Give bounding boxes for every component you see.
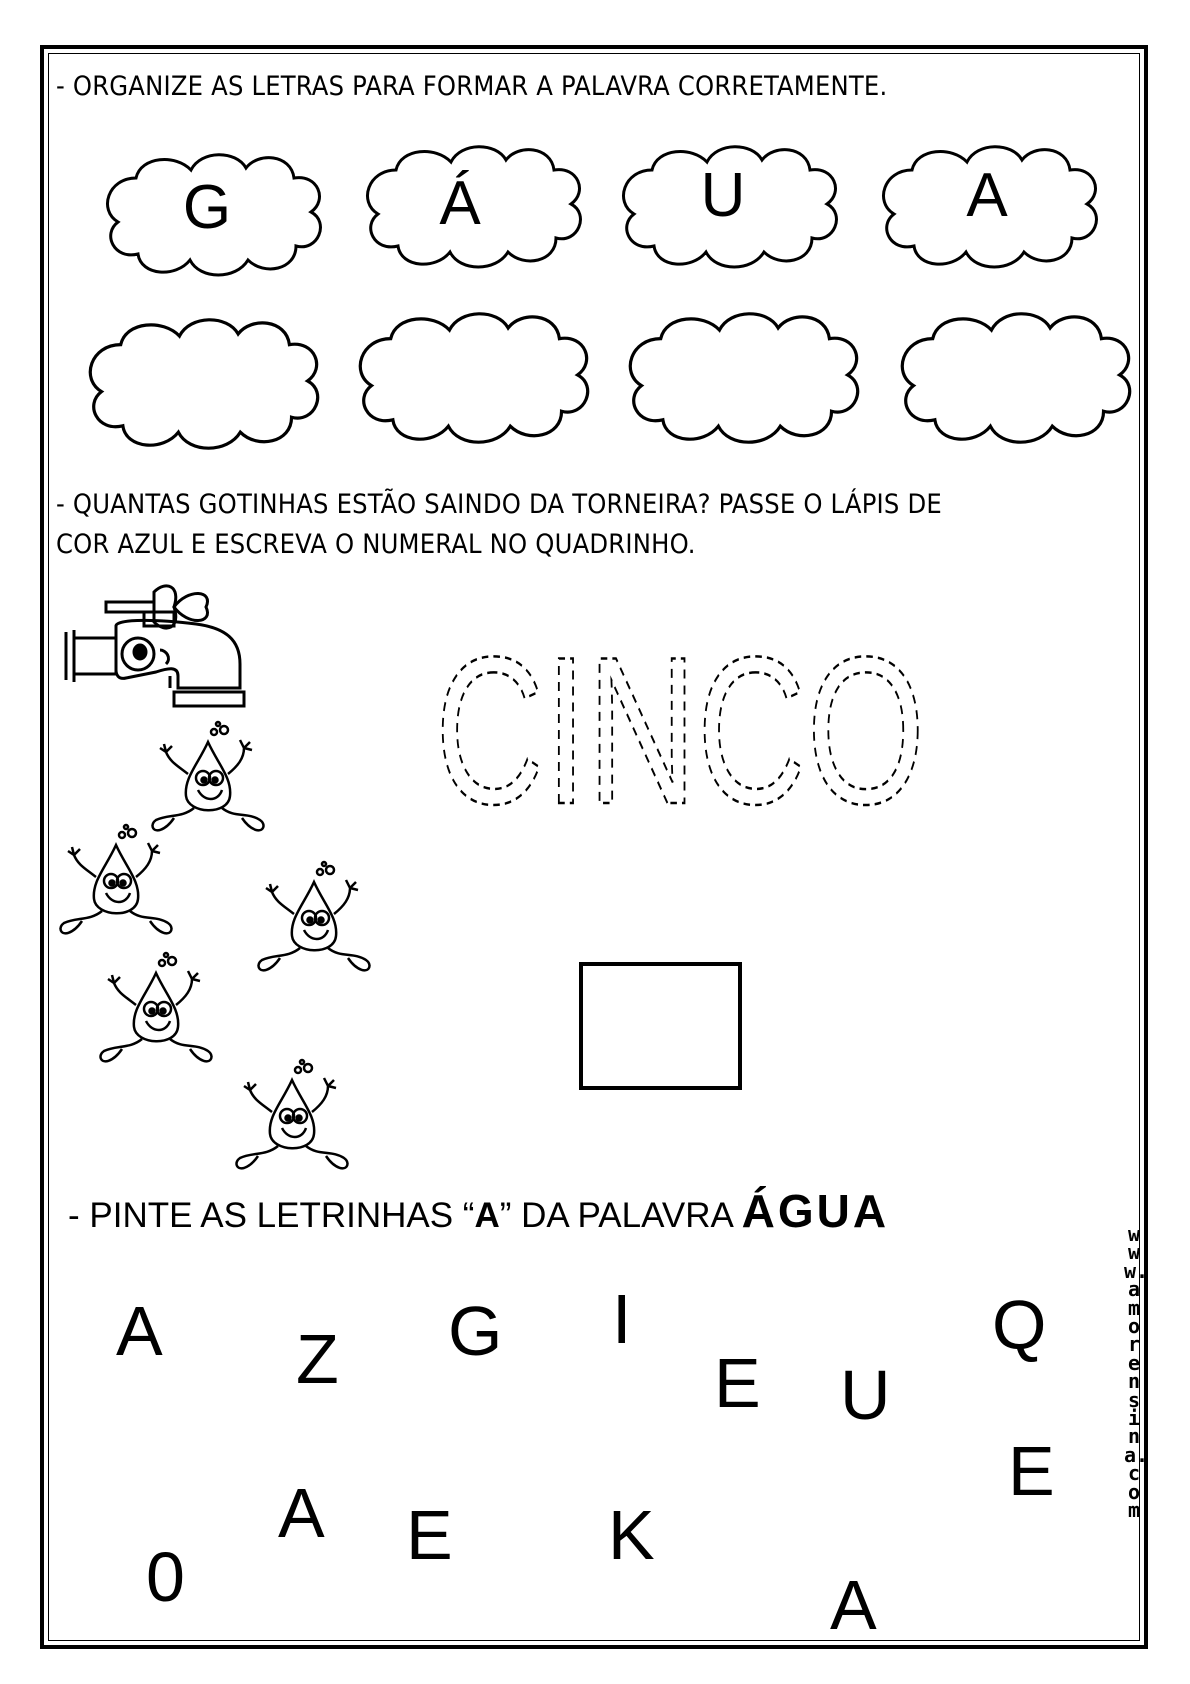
scatter-letter-g[interactable]: G [448, 1292, 503, 1370]
water-drop-1 [148, 722, 270, 834]
scatter-letter-k[interactable]: K [608, 1496, 655, 1574]
scatter-letter-u[interactable]: U [840, 1356, 891, 1434]
instruction-paint-letters [68, 1184, 889, 1238]
instruction-count-drops-line2: COR AZUL E ESCREVA O NUMERAL NO QUADRINHO. [56, 529, 696, 560]
scatter-letter-e-3[interactable]: E [406, 1496, 453, 1574]
scatter-digit-zero[interactable]: 0 [146, 1538, 185, 1616]
cloud-letter-a-acute: Á [439, 169, 481, 238]
empty-cloud-1[interactable] [78, 312, 330, 452]
empty-cloud-4[interactable] [890, 306, 1142, 446]
instruction-word-agua: ÁGUA [741, 1185, 890, 1237]
instruction-organize-letters: - ORGANIZE AS LETRAS PARA FORMAR A PALAVRA CORRETAMENTE. [56, 71, 888, 102]
empty-cloud-2[interactable] [348, 306, 600, 446]
instruction-count-drops-line1: - QUANTAS GOTINHAS ESTÃO SAINDO DA TORNEIRA? PASSE O LÁPIS DE [56, 489, 942, 520]
cloud-letter-u: U [700, 161, 746, 230]
water-drop-5 [232, 1060, 354, 1172]
water-drop-3 [254, 862, 376, 974]
scatter-letter-e-1[interactable]: E [714, 1344, 761, 1422]
traced-word-cinco[interactable] [430, 613, 930, 848]
faucet-illustration [56, 580, 266, 730]
scatter-letter-a-1[interactable]: A [116, 1292, 163, 1370]
scatter-letter-a-3[interactable]: A [830, 1566, 877, 1644]
water-drop-4 [96, 953, 218, 1065]
scatter-letter-a-2[interactable]: A [278, 1474, 325, 1552]
scatter-letter-z[interactable]: Z [296, 1320, 339, 1398]
scatter-letter-q[interactable]: Q [992, 1286, 1047, 1364]
svg-text:CINCO: CINCO [435, 613, 925, 848]
instruction-prefix: - PINTE AS LETRINHAS “ [68, 1196, 475, 1235]
instruction-middle: ” DA PALAVRA [499, 1196, 742, 1235]
water-drop-2 [56, 825, 178, 937]
scatter-letter-i[interactable]: I [612, 1280, 632, 1358]
cloud-letter-a: A [966, 161, 1008, 230]
scatter-letter-e-2[interactable]: E [1008, 1432, 1055, 1510]
cloud-letter-g: G [182, 173, 232, 242]
watermark-url: www.amorensina.com [1124, 1222, 1149, 1523]
instruction-target-letter: A [474, 1196, 500, 1235]
empty-cloud-3[interactable] [618, 306, 870, 446]
answer-box[interactable] [579, 962, 742, 1090]
